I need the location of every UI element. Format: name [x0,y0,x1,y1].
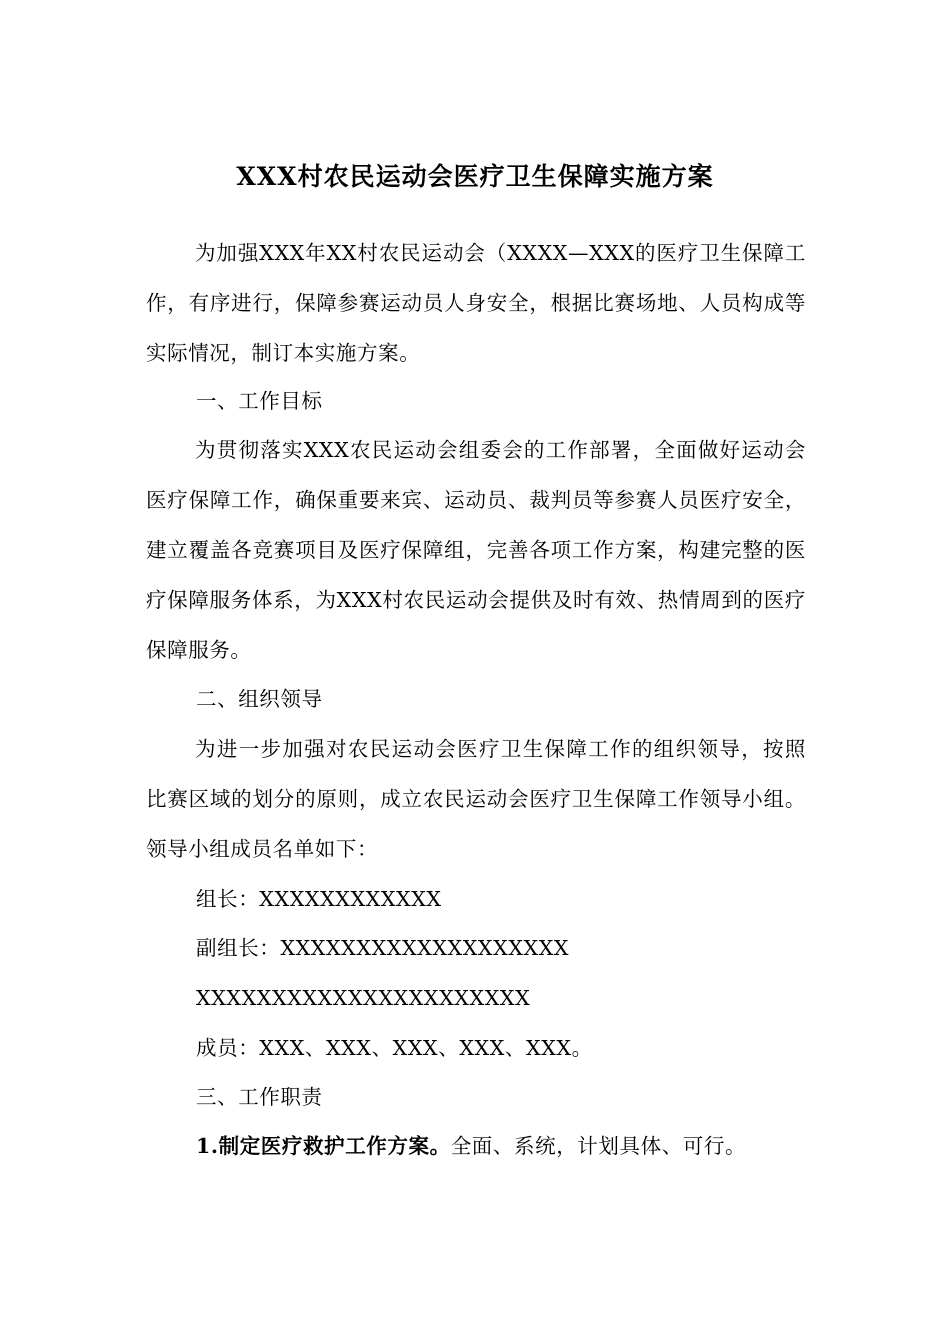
section-heading-organization: 二、组织领导 [196,687,323,711]
section-heading-goals: 一、工作目标 [196,389,323,413]
duty-item-1 [196,1121,746,1171]
organization-paragraph: 为进一步加强对农民运动会医疗卫生保障工作的组织领导，按照比赛区域的划分的原则，成立农民运动会医疗卫生保障工作领导小组。领导小组成员名单如下： [146,737,806,861]
deputy-leader-line: 副组长：XXXXXXXXXXXXXXXXXXX [196,936,570,960]
section-heading-duties: 三、工作职责 [196,1085,323,1109]
leader-line: 组长：XXXXXXXXXXXX [196,887,442,911]
deputy-leader-continuation: XXXXXXXXXXXXXXXXXXXXXX [196,986,531,1010]
members-line: 成员：XXX、XXX、XXX、XXX、XXX。 [196,1036,593,1060]
duty-item-1-text: 全面、系统，计划具体、可行。 [450,1134,747,1158]
intro-paragraph: 为加强XXX年XX村农民运动会（XXXX—XXX的医疗卫生保障工作，有序进行，保障参赛运动员人身安全，根据比赛场地、人员构成等实际情况，制订本实施方案。 [146,241,806,365]
document-title: XXX村农民运动会医疗卫生保障实施方案 [236,162,714,191]
duty-item-1-title: 1.制定医疗救护工作方案。 [196,1134,451,1158]
goals-paragraph: 为贯彻落实XXX农民运动会组委会的工作部署，全面做好运动会医疗保障工作，确保重要来宾、运动员、裁判员等参赛人员医疗安全，建立覆盖各竞赛项目及医疗保障组，完善各项工作方案，构建完整的医疗保障服务体系，为XXX村农民运动会提供及时有效、热情周到的医疗保障服务。 [146,438,806,662]
